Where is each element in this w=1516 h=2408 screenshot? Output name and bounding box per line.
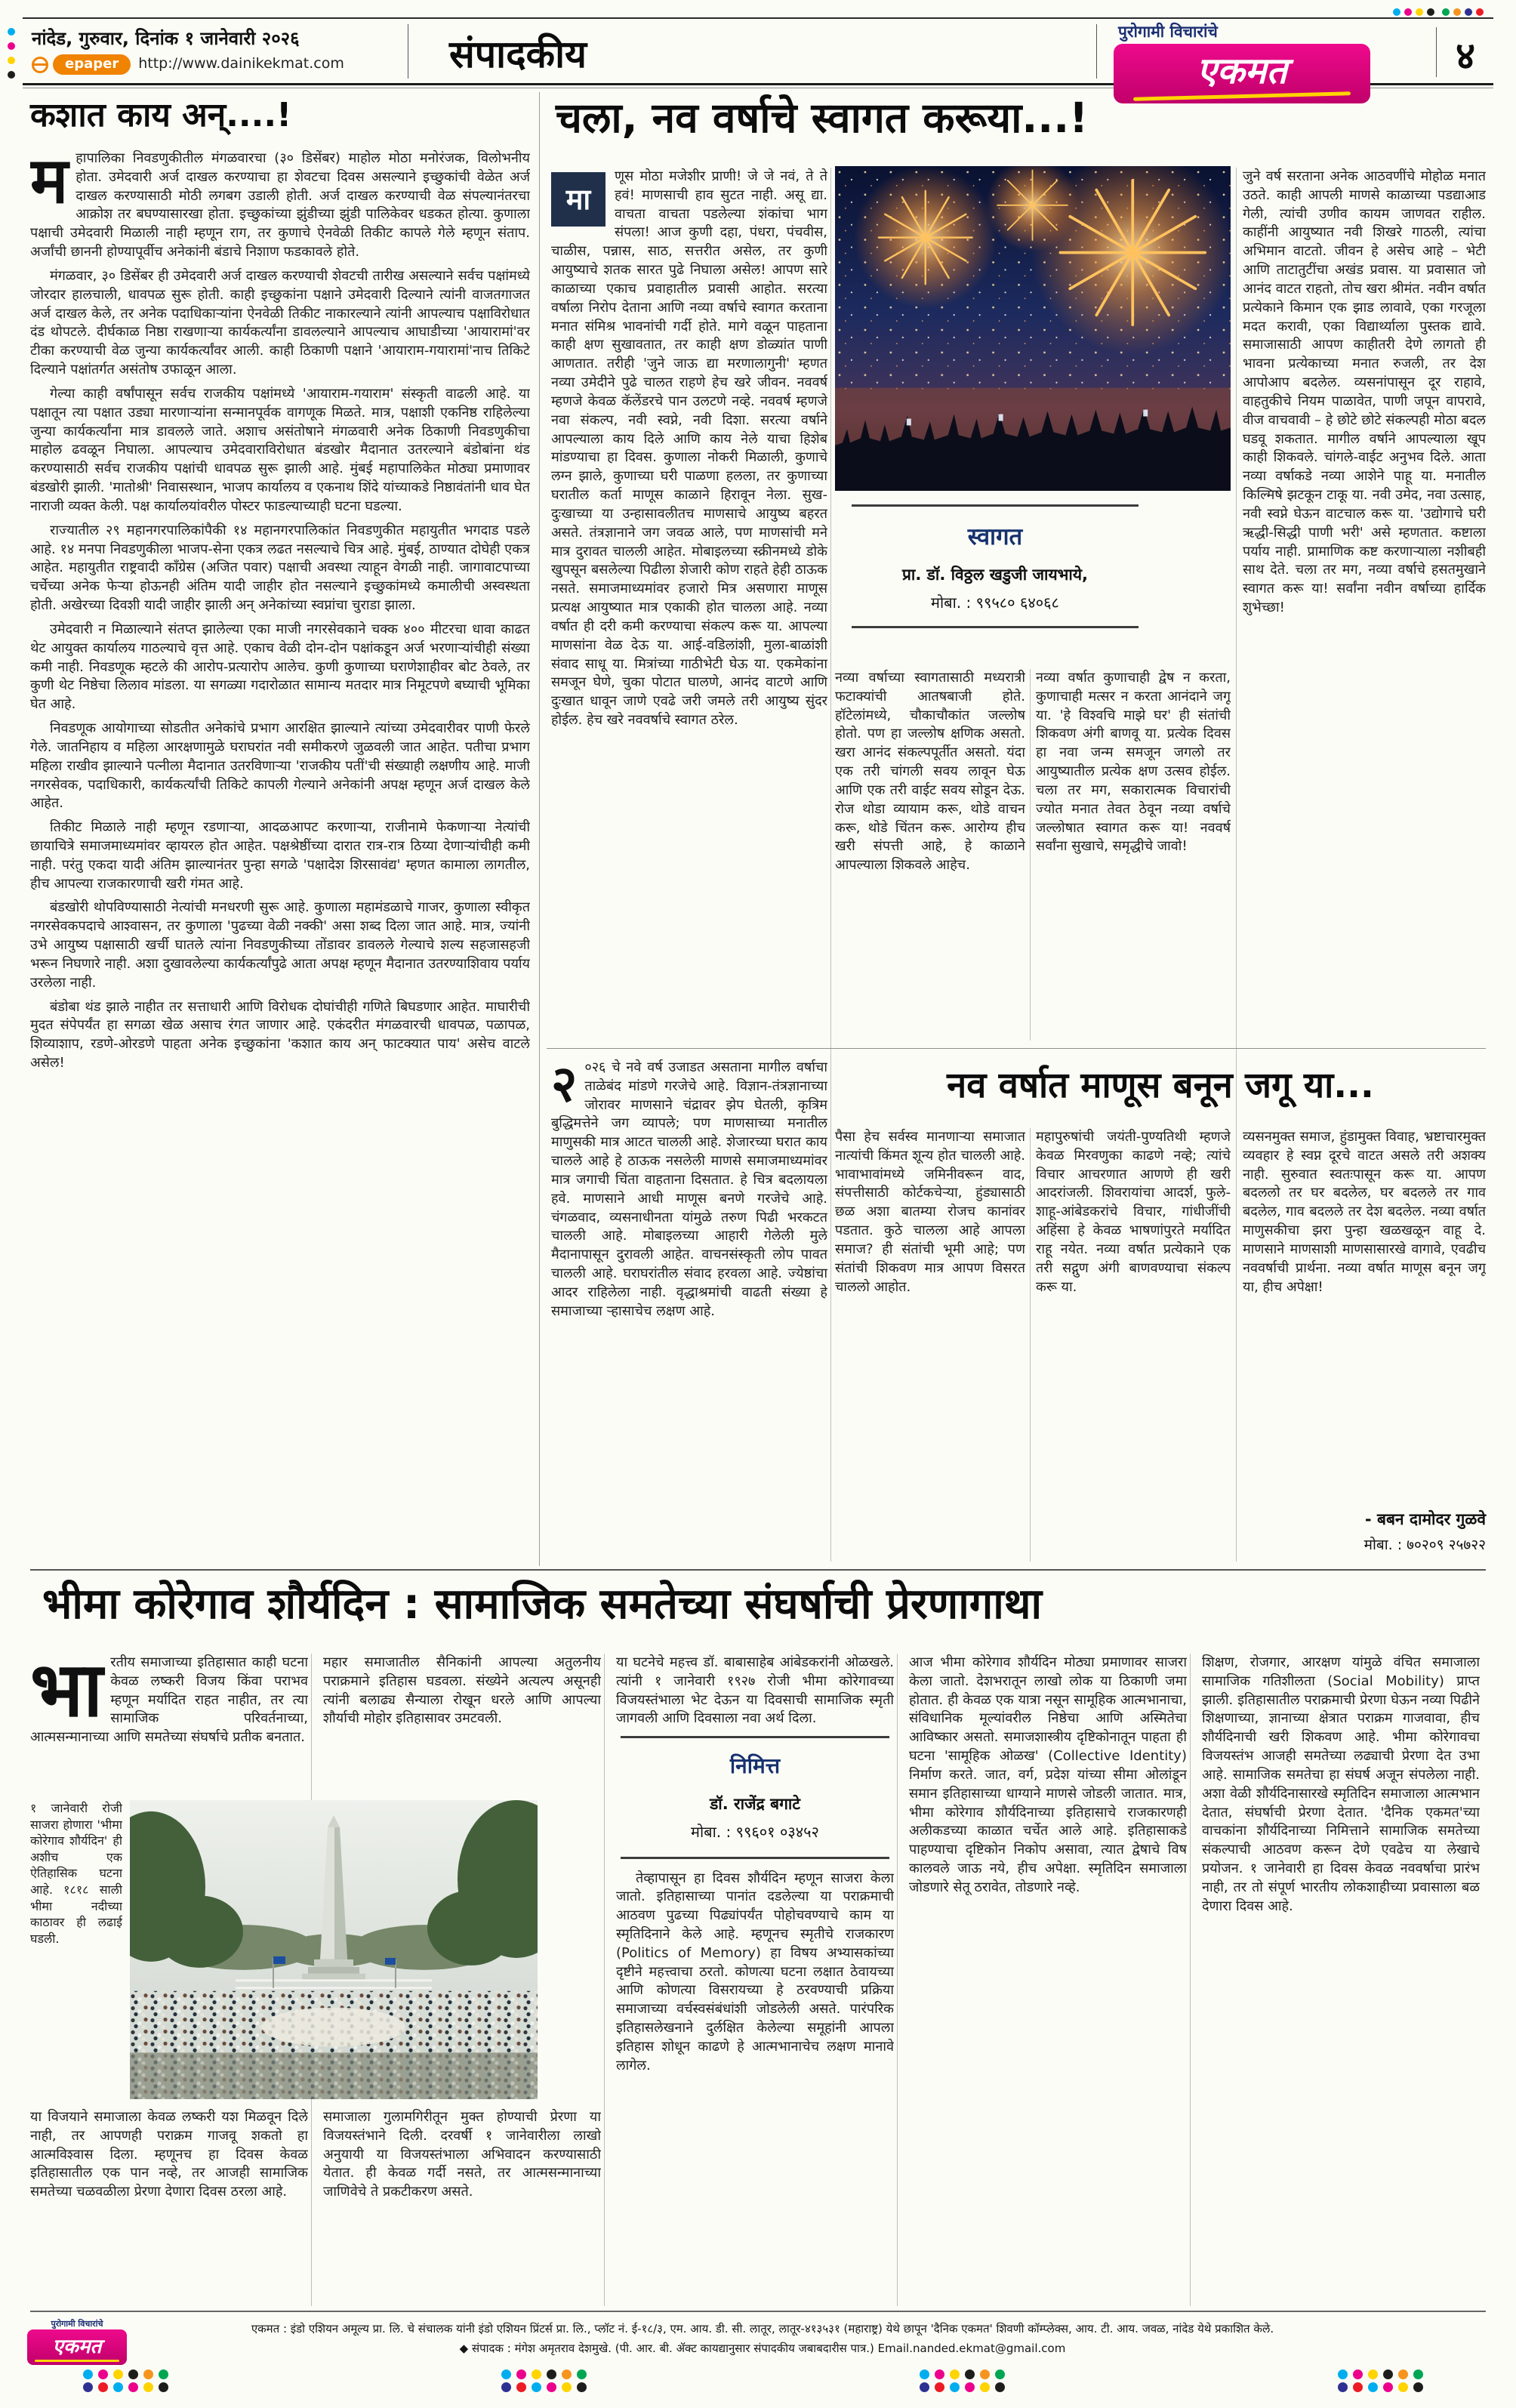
column-rule [897,1654,898,2306]
paragraph: बंडखोरी थोपविण्यासाठी नेत्यांची मनधरणी सुरू आहे. कुणाला महामंडळाचे गाजर, कुणाला स्वीकृत नगरसेवकपदाचे आश्वासन, तर कुणाला 'पुढच्या वेळी नक्की' असा शब्द दिला जात आहे. मात्र, ज्यांनी उभे आयुष्य पक्षासाठी खर्ची घातले त्यांना निवडणुकीच्या तोंडावर डावलले गेल्याचे शल्य सहजासहजी भरून निघणारे नाही. अशा दुखावलेल्या कार्यकर्त्यांपुढे आता अपक्ष म्हणून मैदानात उतरण्याशिवाय पर्याय उरलेला नाही. [30,899,530,991]
paragraph: गेल्या काही वर्षांपासून सर्वच राजकीय पक्षांमध्ये 'आयाराम-गयाराम' संस्कृती वाढली आहे. या पक्षातून त्या पक्षात उड्या मारणाऱ्यांना सन्मानपूर्वक वागणूक मिळते. मात्र, पक्षाशी एकनिष्ठ राहिलेल्या जुन्या कार्यकर्त्यांना मात्र डावलले जाते. अशाच असंतोषाने मंगळवारी अनेक ठिकाणी निवडणुकीचा माहोल ढवळून निघाला. आपल्याच उमेदवाराविरोधात बंडखोर मैदानात उतरल्याने बंडोबांना थंड करण्यासाठी सर्वच राजकीय पक्षांची धावपळ सुरू झाली आहे. मुंबई महापालिकेत मोठ्या प्रमाणावर बंडखोरी झाली. 'मातोश्री' निवासस्थान, भाजप कार्यालय व एकनाथ शिंदे यांच्याकडे निष्ठावंतांनी धाव घेत नाराजी व्यक्त केली. पक्ष कार्यालयांवरील पोस्टर फाडल्याच्याही घटना घडल्या. [30,385,530,514]
header-top-rule [23,17,1493,19]
newyear-byline-box [852,504,1139,628]
koregaon-headline: भीमा कोरेगाव शौर्यदिन : सामाजिक समतेच्या संघर्षाची प्रेरणागाथा [42,1580,1043,1629]
website-link[interactable]: http://www.dainikekmat.com [138,55,344,72]
column-rule [604,1654,605,2306]
newspaper-masthead [1114,21,1370,103]
byline-box-title: स्वागत [967,523,1023,550]
footer-logo-underline [35,2360,119,2362]
author-phone: मोबा. : ९९६०१ ०३४५२ [691,1822,819,1841]
manus-byline [1243,1509,1486,1554]
koregaon-col1-bottom: या विजयाने समाजाला केवळ लष्करी यश मिळवून दिले नाही, तर आपणही पराक्रम गाजवू शकतो हा आत्मविश्वास दिला. म्हणूनच हा दिवस केवळ इतिहासातील एक पान नव्हे, तर आजही सामाजिक समतेच्या चळवळीला प्रेरणा देणारा दिवस ठरला आहे. [30,2109,308,2200]
paragraph: तिकीट मिळाले नाही म्हणून रडणाऱ्या, आदळआपट करणाऱ्या, राजीनामे फेकणाऱ्या नेत्यांची छायाचित्रे समाजमाध्यमांवर व्हायरल होत आहेत. पक्षश्रेष्ठींच्या दारात रात्र-रात्र ठिय्या देणाऱ्यांचीही कमी नाही. परंतु एकदा यादी अंतिम झाल्यानंतर पुन्हा सगळे 'पक्षादेश शिरसावंद्य' म्हणत कामाला लागतील, हीच आपल्या राजकारणाची खरी गंमत आहे. [30,819,530,892]
column-rule [1030,1128,1031,1562]
registration-marks-bottom-1 [83,2368,174,2394]
paragraph: महापालिका निवडणुकीतील मंगळवारचा (३० डिसेंबर) माहोल मोठा मनोरंजक, विलोभनीय होता. उमेदवारी अर्ज दाखल करण्याचा हा शेवटचा दिवस असल्याने इच्छुकांची वेळेत अर्ज दाखल करण्यासाठी मोठी लगबग उडाली होती. अर्ज दाखल करण्याची वेळ संपल्यानंतरचा आक्रोश तर बघण्यासारखा होता. इच्छुकांच्या झुंडीच्या झुंडी पालिकेवर धडकत होत्या. कुणाला पक्षाची उमेदवारी मिळाली नाही म्हणून राग, तर कुणाचे ऐनवेळी तिकीट कापले गेले म्हणून संताप. अर्जांची छाननी होण्यापूर्वीच अनेकांनी बंडाचे निशाण फडकावले होते. [30,150,530,261]
author-phone: मोबा. : ७०२०९ २५७२२ [1363,1537,1486,1553]
imprint-line-1: एकमत : इंडो एशियन अमूल्य प्रा. लि. चे संचालक यांनी इंडो एशियन प्रिंटर्स प्रा. लि., प्लॉट नं. ई-१८/३, एम. आय. डी. सी. लातूर, लातूर-४१३५३१ (महाराष्ट्र) येथे छापून 'दैनिक एकमत' शिवणी कॉम्प्लेक्स, आय. टी. आय. जवळ, नांदेड येथे प्रकाशित केले. [251,2322,1274,2336]
footer-rule [30,2311,1486,2312]
column-rule [1190,1654,1191,2306]
newyear-col4: जुने वर्ष सरताना अनेक आठवणींचे मोहोळ मनात उठते. काही आपली माणसे काळाच्या पडद्याआड गेली, त्यांची उणीव कायम जाणवत राहील. काहींनी आयुष्यात नवी शिखरे गाठली, त्यांचा अभिमान वाटतो. जीवन हे असेच आहे – भेटी आणि ताटातुटींचा अखंड प्रवास. या प्रवासात जो आनंद वाटत राहतो, तोच खरा श्रीमंत. नवीन वर्षात प्रत्येकाने किमान एक झाड लावावे, एका गरजूला मदत करावी, एका विद्यार्थ्याला पुस्तक द्यावे. समाजासाठी आपण काहीतरी देणे लागतो ही भावना प्रत्येकाच्या मनात रुजली, तर देश आपोआप बदलेल. व्यसनांपासून दूर राहावे, वाहतुकीचे नियम पाळावेत, पाणी जपून वापरावे, वीज वाचवावी – हे छोटे छोटे संकल्पही मोठा बदल घडवू शकतात. मागील वर्षाने आपल्याला खूप काही शिकवले. चांगले-वाईट अनुभव दिले. आता नव्या वर्षाकडे नव्या आशेने पाहू या. मनातील किल्मिषे झटकून टाकू या. नवी उमेद, नवा उत्साह, नवी स्वप्ने घेऊन वाटचाल करू या. 'उद्योगाचे घरी ऋद्धी-सिद्धी पाणी भरी' असे म्हणतात. कष्टाला पर्याय नाही. प्रामाणिक कष्ट करणाऱ्याला नशीबही साथ देते. चला तर मग, नव्या वर्षाचे हसतमुखाने स्वागत करू या! सर्वांना नवीन वर्षाच्या हार्दिक शुभेच्छा! [1243,168,1486,616]
column-rule [1030,669,1031,1041]
koregaon-col4: आज भीमा कोरेगाव शौर्यदिन मोठ्या प्रमाणावर साजरा केला जातो. देशभरातून लाखो लोक या ठिकाणी जमा होतात. ही केवळ एक यात्रा नसून सामूहिक आत्मभानाचा, संविधानिक मूल्यांवरील निष्ठेचा आणि अस्मितेचा आविष्कार असतो. समाजशास्त्रीय दृष्टिकोनातून पाहता ही घटना 'सामूहिक ओळख' (Collective Identity) निर्माण करते. जात, वर्ग, प्रदेश यांच्या सीमा ओलांडून समान इतिहासाच्या धाग्याने माणसे जोडली जातात. मात्र, भीमा कोरेगाव शौर्यदिनाच्या इतिहासाचे राजकारणही अलीकडच्या काळात चर्चेत आले आहे. इतिहासाकडे पाहण्याचा दृष्टिकोन निकोप असावा, त्यात द्वेषाचे विष कालवले जाऊ नये, हीच अपेक्षा. स्मृतिदिन समाजाला जोडणारे सेतू ठरावेत, तोडणारे नव्हे. [909,1654,1187,1895]
section-divider-rule [30,1569,1486,1571]
manus-col1: २ ०२६ चे नवे वर्ष उजाडत असताना मागील वर्षाचा ताळेबंद मांडणे गरजेचे आहे. विज्ञान-तंत्रज्ञानाच्या जोरावर माणसाने चंद्रावर झेप घेतली, कृत्रिम बुद्धिमत्तेने जग व्यापले; पण माणसाच्या मनातील माणुसकी मात्र आटत चालली आहे. शेजारच्या घरात काय चालले आहे हे ठाऊक नसलेली माणसे समाजमाध्यमांवर मात्र जगाची चिंता वाहताना दिसतात. हे चित्र बदलायला हवे. माणसाने आधी माणूस बनणे गरजेचे आहे. चंगळवाद, व्यसनाधीनता यांमुळे तरुण पिढी भरकटत चालली आहे. मोबाइलच्या आहारी गेलेली मुले मैदानापासून दुरावली आहेत. वाचनसंस्कृती लोप पावत चालली आहे. घराघरांतील संवाद हरवला आहे. ज्येष्ठांचा आदर राहिलेला नाही. वृद्धाश्रमांची वाढती संख्या हे समाजाच्या ऱ्हासाचेच लक्षण आहे. [551,1059,827,1319]
column-rule [1236,168,1237,1562]
masthead-title: एकमत [1197,50,1287,92]
newyear-col2: नव्या वर्षाच्या स्वागतासाठी मध्यरात्री फटाक्यांची आतषबाजी होते. हॉटेलांमध्ये, चौकाचौकांत जल्लोष होतो. पण हा जल्लोष क्षणिक असतो. खरा आनंद संकल्पपूर्तीत असतो. यंदा एक तरी चांगली सवय लावून घेऊ आणि एक तरी वाईट सवय सोडून देऊ. रोज थोडा व्यायाम करू, थोडे वाचन करू, थोडे चिंतन करू. आरोग्य हीच खरी संपत्ती आहे, हे काळाने आपल्याला शिकवले आहेच. [835,670,1025,874]
koregaon-col3: या घटनेचे महत्त्व डॉ. बाबासाहेब आंबेडकरांनी ओळखले. त्यांनी १ जानेवारी १९२७ रोजी भीमा कोरेगावच्या विजयस्तंभाला भेट देऊन या दिवसाची सामाजिक स्मृती जागवली आणि दिवसाला नवा अर्थ दिला. निमित्त डॉ. राजेंद्र बगाटे मोबा. : ९९६०१ ०३४५२ तेव्हापासून हा दिवस शौर्यदिन म्हणून साजरा केला जातो. इतिहासाच्या पानांत दडलेल्या या पराक्रमाची आठवण पुढच्या पिढ्यांपर्यंत पोहोचवण्याचे काम या स्मृतिदिनाने केले आहे. म्हणूनच स्मृतीचे राजकारण (Politics of Memory) हा विषय अभ्यासकांच्या दृष्टीने महत्त्वाचा ठरतो. कोणत्या घटना लक्षात ठेवायच्या आणि कोणत्या विसरायच्या हे ठरवण्याची प्रक्रिया समाजाच्या वर्चस्वसंबंधांशी जोडलेली असते. पारंपरिक इतिहासलेखनाने दुर्लक्षित केलेल्या समूहांनी आपला इतिहास शोधून काढणे हे आत्मभानाचेच लक्षण मानावे लागेल. [616,1654,894,2073]
manus-col4: व्यसनमुक्त समाज, हुंडामुक्त विवाह, भ्रष्टाचारमुक्त व्यवहार हे स्वप्न दूरचे वाटत असले तरी अशक्य नाही. सुरुवात स्वतःपासून करू या. आपण बदललो तर घर बदलेल, घर बदलले तर गाव बदलेल, गाव बदलले तर देश बदलेल. नव्या वर्षात माणुसकीचा झरा पुन्हा खळखळून वाहू दे. माणसाने माणसाशी माणसासारखे वागावे, एवढीच नववर्षाची प्रार्थना. नव्या वर्षात माणूस बनून जगू या, हीच अपेक्षा! [1243,1129,1486,1295]
paragraph: निवडणूक आयोगाच्या सोडतीत अनेकांचे प्रभाग आरक्षित झाल्याने त्यांच्या उमेदवारीवर पाणी फेरले गेले. जातनिहाय व महिला आरक्षणामुळे घराघरांत नवी समीकरणे जुळवली जात आहेत. पतीचा प्रभाग महिला राखीव झाल्याने पत्नीला मैदानात उतरविणाऱ्या 'राजकीय पतीं'ची संख्याही लक्षणीय आहे. माजी नगरसेवक, पदाधिकारी, कार्यकर्त्यांची तिकिटे कापली गेल्याने अनेकांनी अपक्ष म्हणून अर्ज दाखल केले आहेत. [30,720,530,812]
fireworks-photo [835,166,1231,491]
article-divider-rule [547,1048,1486,1049]
memorial-photo [130,1800,538,2099]
editorial-body [30,150,530,1562]
paragraph: उमेदवारी न मिळाल्याने संतप्त झालेल्या एका माजी नगरसेवकाने चक्क ४०० मीटरचा धावा काढत थेट आयुक्त कार्यालय गाठल्याचे वृत्त आहे. एकाच वेळी दोन-दोन पक्षांकडून अर्ज भरणाऱ्यांचीही संख्या कमी नाही. निवडणूक म्हटले की आरोप-प्रत्यारोप आलेच. कुणी कुणाच्या घराणेशाहीवर बोट ठेवले, तर कुणी थेट निष्ठेचा लिलाव मांडला. या सगळ्या गदारोळात सामान्य मतदार मात्र निमूटपणे बघ्याची भूमिका घेत आहे. [30,621,530,713]
registration-marks-bottom-4 [1338,2368,1428,2394]
newyear-headline: चला, नव वर्षाचे स्वागत करूया...! [556,94,1089,142]
footer-logo-box: एकमत [27,2329,127,2365]
paragraph: मंगळवार, ३० डिसेंबर ही उमेदवारी अर्ज दाखल करण्याची शेवटची तारीख असल्याने सर्वच पक्षांमध्ये जोरदार हालचाली, धावपळ सुरू होती. काही इच्छुकांना पक्षाने उमेदवारी दिल्याने त्यांनी वाजतगाजत अर्ज दाखल केले, तर अनेक पदाधिकाऱ्यांना ऐनवेळी तिकीट नाकारल्याने त्यांनी आपल्याच पक्षाविरोधात दंड थोपटले. दीर्घकाळ निष्ठा राखणाऱ्या कार्यकर्त्यांना डावलल्याने आपल्याच आघाडीच्या 'आयारामां'वर टीका करण्याची वेळ जुन्या कार्यकर्त्यांवर आली. काही ठिकाणी पक्षाने 'आयाराम-गयारामां'नाच तिकिटे दिल्याने पक्षांतर्गत असंतोष उफाळून आला. [30,267,530,378]
author-name: - बबन दामोदर गुळवे [1364,1510,1486,1528]
newyear-col1: मा णूस मोठा मजेशीर प्राणी! जे जे नवं, ते ते हवं! माणसाची हाव सुटत नाही. असू द्या. वाचता वाचता पडलेल्या शंकांचा भाग संपला! आज कुणी दहा, पंधरा, पंचवीस, चाळीस, पन्नास, साठ, सत्तरीत असेल, तर कुणी आयुष्याचे शतक सारत पुढे निघाला असेल! आपण सारे काळाच्या एकाच प्रवाहातील प्रवासी आहोत. सरत्या वर्षाला निरोप देताना आणि नव्या वर्षाचे स्वागत करताना मनात संमिश्र भावनांची गर्दी होते. मागे वळून पाहताना काही क्षण सुखावतात, तर काही क्षण डोळ्यांत पाणी आणतात. तरीही 'जुने जाऊ द्या मरणालागुनी' म्हणत नव्या उमेदीने पुढे चालत राहणे हेच खरे जीवन. नववर्ष म्हणजे केवळ कॅलेंडरचे पान उलटणे नव्हे. नववर्ष म्हणजे नवा संकल्प, नवी स्वप्ने, नवी दिशा. सरत्या वर्षाने आपल्याला काय दिले आणि काय नेले याचा हिशेब मांडण्याचा हा दिवस. कुणाला नोकरी मिळाली, कुणाचे लग्न झाले, कुणाच्या घरी पाळणा हलला, तर कुणाच्या घरातील कर्ता माणूस काळाने हिरावून नेला. सुख-दुःखाच्या या उन्हासावलीतच माणसाचे आयुष्य बहरत असते. तंत्रज्ञानाने जग जवळ आले, पण माणसांची मने मात्र दुरावत चालली आहेत. मोबाइलच्या स्क्रीनमध्ये डोके खुपसून बसलेल्या पिढीला शेजारी कोण राहते हेही ठाऊक नसते. समाजमाध्यमांवर हजारो मित्र असणारा माणूस प्रत्यक्ष आयुष्यात मात्र एकाकी होत चालला आहे. नव्या वर्षात ही दरी कमी करण्याचा संकल्प करू या. आपल्या माणसांना वेळ देऊ या. आई-वडिलांशी, मुला-बाळांशी संवाद साधू या. मित्रांच्या गाठीभेटी घेऊ या. एकमेकांना समजून घेणे, चुका पोटात घालणे, आनंद वाटणे आणि दुःखात धावून जाणे एवढे जरी जमले तरी आयुष्य सुंदर होईल. हेच खरे नववर्षाचे स्वागत ठरेल. [551,168,827,729]
manus-col3: महापुरुषांची जयंती-पुण्यतिथी म्हणजे केवळ मिरवणुका काढणे नव्हे; त्यांचे विचार आचरणात आणणे ही खरी आदरांजली. शिवरायांचा आदर्श, फुले-शाहू-आंबेडकरांचे विचार, गांधीजींची अहिंसा हे केवळ भाषणांपुरते मर्यादित राहू नयेत. नव्या वर्षात प्रत्येकाने एक तरी सद्गुण अंगी बाणवण्याचा संकल्प करू या. [1036,1129,1231,1295]
imprint-lines [143,2321,1382,2357]
epaper-row [32,54,344,75]
koregaon-byline-box [621,1736,889,1858]
header-divider-right [1096,24,1097,79]
registration-marks-bottom-2 [501,2368,592,2394]
paragraph: बंडोबा थंड झाले नाहीत तर सत्ताधारी आणि विरोधक दोघांचीही गणिते बिघडणार आहेत. माघारीची मुदत संपेपर्यंत हा सगळा खेळ असाच रंगत जाणार आहे. एकंदरीत मंगळवारची धावपळ, पळापळ, शिव्याशाप, रडणे-ओरडणे पाहता अनेक इच्छुकांना 'कशात काय अन् फाटक्यात पाय' असेच वाटले असेल! [30,998,530,1071]
section-title: संपादकीय [448,32,587,76]
manus-headline: नव वर्षात माणूस बनून जगू या... [947,1065,1374,1106]
page-number: ४ [1456,34,1475,78]
masthead-tagline: पुरोगामी विचारांचे [1118,23,1218,41]
byline-box-title: निमित्त [729,1753,781,1779]
paragraph: राज्यातील २९ महानगरपालिकांपैकी १४ महानगरपालिकांत निवडणुकीत महायुतीत भगदाड पडले आहे. १४ मनपा निवडणुकीला भाजप-सेना एकत्र लढत नसल्याचे चित्र आहे. मुंबई, ठाण्यात दोघेही एकत्र आहेत. महायुतीत राष्ट्रवादी काँग्रेस (अजित पवार) पक्षाची अवस्था त्याहून वेगळी नाही. जागावाटपाच्या चर्चेच्या अनेक फेऱ्या होऊनही अंतिम यादी जाहीर होत नसल्याने इच्छुकांमध्ये कमालीची अस्वस्थता होती. अखेरच्या दिवशी यादी जाहीर झाली अन् अनेकांच्या स्वप्नांचा चुराडा झाला. [30,522,530,614]
dropcap-letter: २ [551,1059,578,1113]
author-phone: मोबा. : ९९५८० ६४०६८ [931,594,1059,612]
column-rule [830,168,831,1562]
footer-logo-tagline: पुरोगामी विचारांचे [51,2319,103,2329]
author-name: डॉ. राजेंद्र बगाटे [710,1794,800,1813]
koregaon-col2-bottom: समाजाला गुलामगिरीतून मुक्त होण्याची प्रेरणा या विजयस्तंभाने दिली. दरवर्षी १ जानेवारीला लाखो अनुयायी या विजयस्तंभाला अभिवादन करण्यासाठी येतात. ही केवळ गर्दी नसते, तर आत्मसन्मानाच्या जाणिवेचे ते प्रकटीकरण असते. [323,2109,601,2200]
page-number-divider [1436,27,1437,77]
registration-marks-top-right [1393,5,1487,17]
koregaon-col1-top: भारतीय समाजाच्या इतिहासात काही घटना केवळ लष्करी विजय किंवा पराभव म्हणून मर्यादित राहत नाहीत, तर त्या सामाजिक परिवर्तनाच्या, आत्मसन्मानाच्या आणि समतेच्या संघर्षाचे प्रतीक बनतात. [30,1654,308,1746]
editorial-headline: कशात काय अन्....! [30,96,292,134]
main-column-rule [539,92,540,1566]
newyear-col3: नव्या वर्षात कुणाचाही द्वेष न करता, कुणाचाही मत्सर न करता आनंदाने जगू या. 'हे विश्वचि माझे घर' ही संतांची शिकवण अंगी बाणवू या. प्रत्येक दिवस हा नवा जन्म समजून जगलो तर आयुष्यातील प्रत्येक क्षण उत्सव होईल. चला तर मग, सकारात्मक विचारांची ज्योत मनात तेवत ठेवून नव्या वर्षाचे जल्लोषात स्वागत करू या! नववर्ष सर्वांना सुखाचे, समृद्धीचे जावो! [1036,670,1231,855]
imprint-line-2: ◆ संपादक : मंगेश अमृतराव देशमुखे. (पी. आर. बी. ॲक्ट कायद्यानुसार संपादकीय जबाबदारीस पात्र.) Email.nanded.ekmat@gmail.com [459,2341,1066,2355]
dropcap-letter: म [30,150,69,217]
dropcap-box: मा [551,172,605,227]
globe-icon [32,57,48,73]
epaper-button[interactable]: epaper [53,54,131,75]
author-name: प्रा. डॉ. विठ्ठल खडुजी जायभाये, [901,566,1089,584]
koregaon-col5: शिक्षण, रोजगार, आरक्षण यांमुळे वंचित समाजाला सामाजिक गतिशीलता (Social Mobility) प्राप्त झाली. इतिहासातील पराक्रमाची प्रेरणा घेऊन नव्या पिढीने शिक्षणाच्या, ज्ञानाच्या क्षेत्रात पराक्रम गाजवावा, हीच शौर्यदिनाची खरी शिकवण आहे. भीमा कोरेगावचा विजयस्तंभ आजही समतेच्या लढ्याची प्रेरणा देत उभा आहे. सामाजिक समतेचा हा संघर्ष अजून संपलेला नाही. अशा वेळी शौर्यदिनासारखे स्मृतिदिन समाजाला आत्मभान देतात, संघर्षाची प्रेरणा देतात. 'दैनिक एकमत'च्या वाचकांना शौर्यदिनाच्या निमित्ताने सामाजिक समतेच्या संकल्पाची आठवण करून देणे एवढेच या लेखाचे प्रयोजन. १ जानेवारी हा दिवस केवळ नववर्षाचा प्रारंभ नाही, तर तो संपूर्ण भारतीय लोकशाहीच्या प्रवासाला बळ देणारा दिवस आहे. [1202,1654,1480,1914]
dropcap-letter: भा [30,1654,103,1734]
koregaon-col1-side: १ जानेवारी रोजी साजरा होणारा 'भीमा कोरेगाव शौर्यदिन' ही अशीच एक ऐतिहासिक घटना आहे. १८१८ साली भीमा नदीच्या काठावर ही लढाई घडली. [30,1801,122,1946]
registration-marks-top-left [8,24,19,82]
edition-date: नांदेड, गुरुवार, दिनांक १ जानेवारी २०२६ [32,28,300,49]
footer-logo [27,2318,127,2365]
koregaon-col2-top: महार समाजातील सैनिकांनी आपल्या अतुलनीय पराक्रमाने इतिहास घडवला. संख्येने अत्यल्प असूनही त्यांनी बलाढ्य सैन्याला रोखून धरले आणि आपल्या शौर्याची मोहोर इतिहासावर उमटवली. [323,1654,601,1727]
manus-col2: पैसा हेच सर्वस्व मानणाऱ्या समाजात नात्यांची किंमत शून्य होत चालली आहे. भावाभावांमध्ये जमिनीवरून वाद, संपत्तीसाठी कोर्टकचेऱ्या, हुंड्यासाठी छळ अशा बातम्या रोजच कानांवर पडतात. कुठे चालला आहे आपला समाज? ही संतांची भूमी आहे; पण संतांची शिकवण मात्र आपण विसरत चाललो आहोत. [835,1129,1025,1295]
registration-marks-bottom-3 [920,2368,1010,2394]
